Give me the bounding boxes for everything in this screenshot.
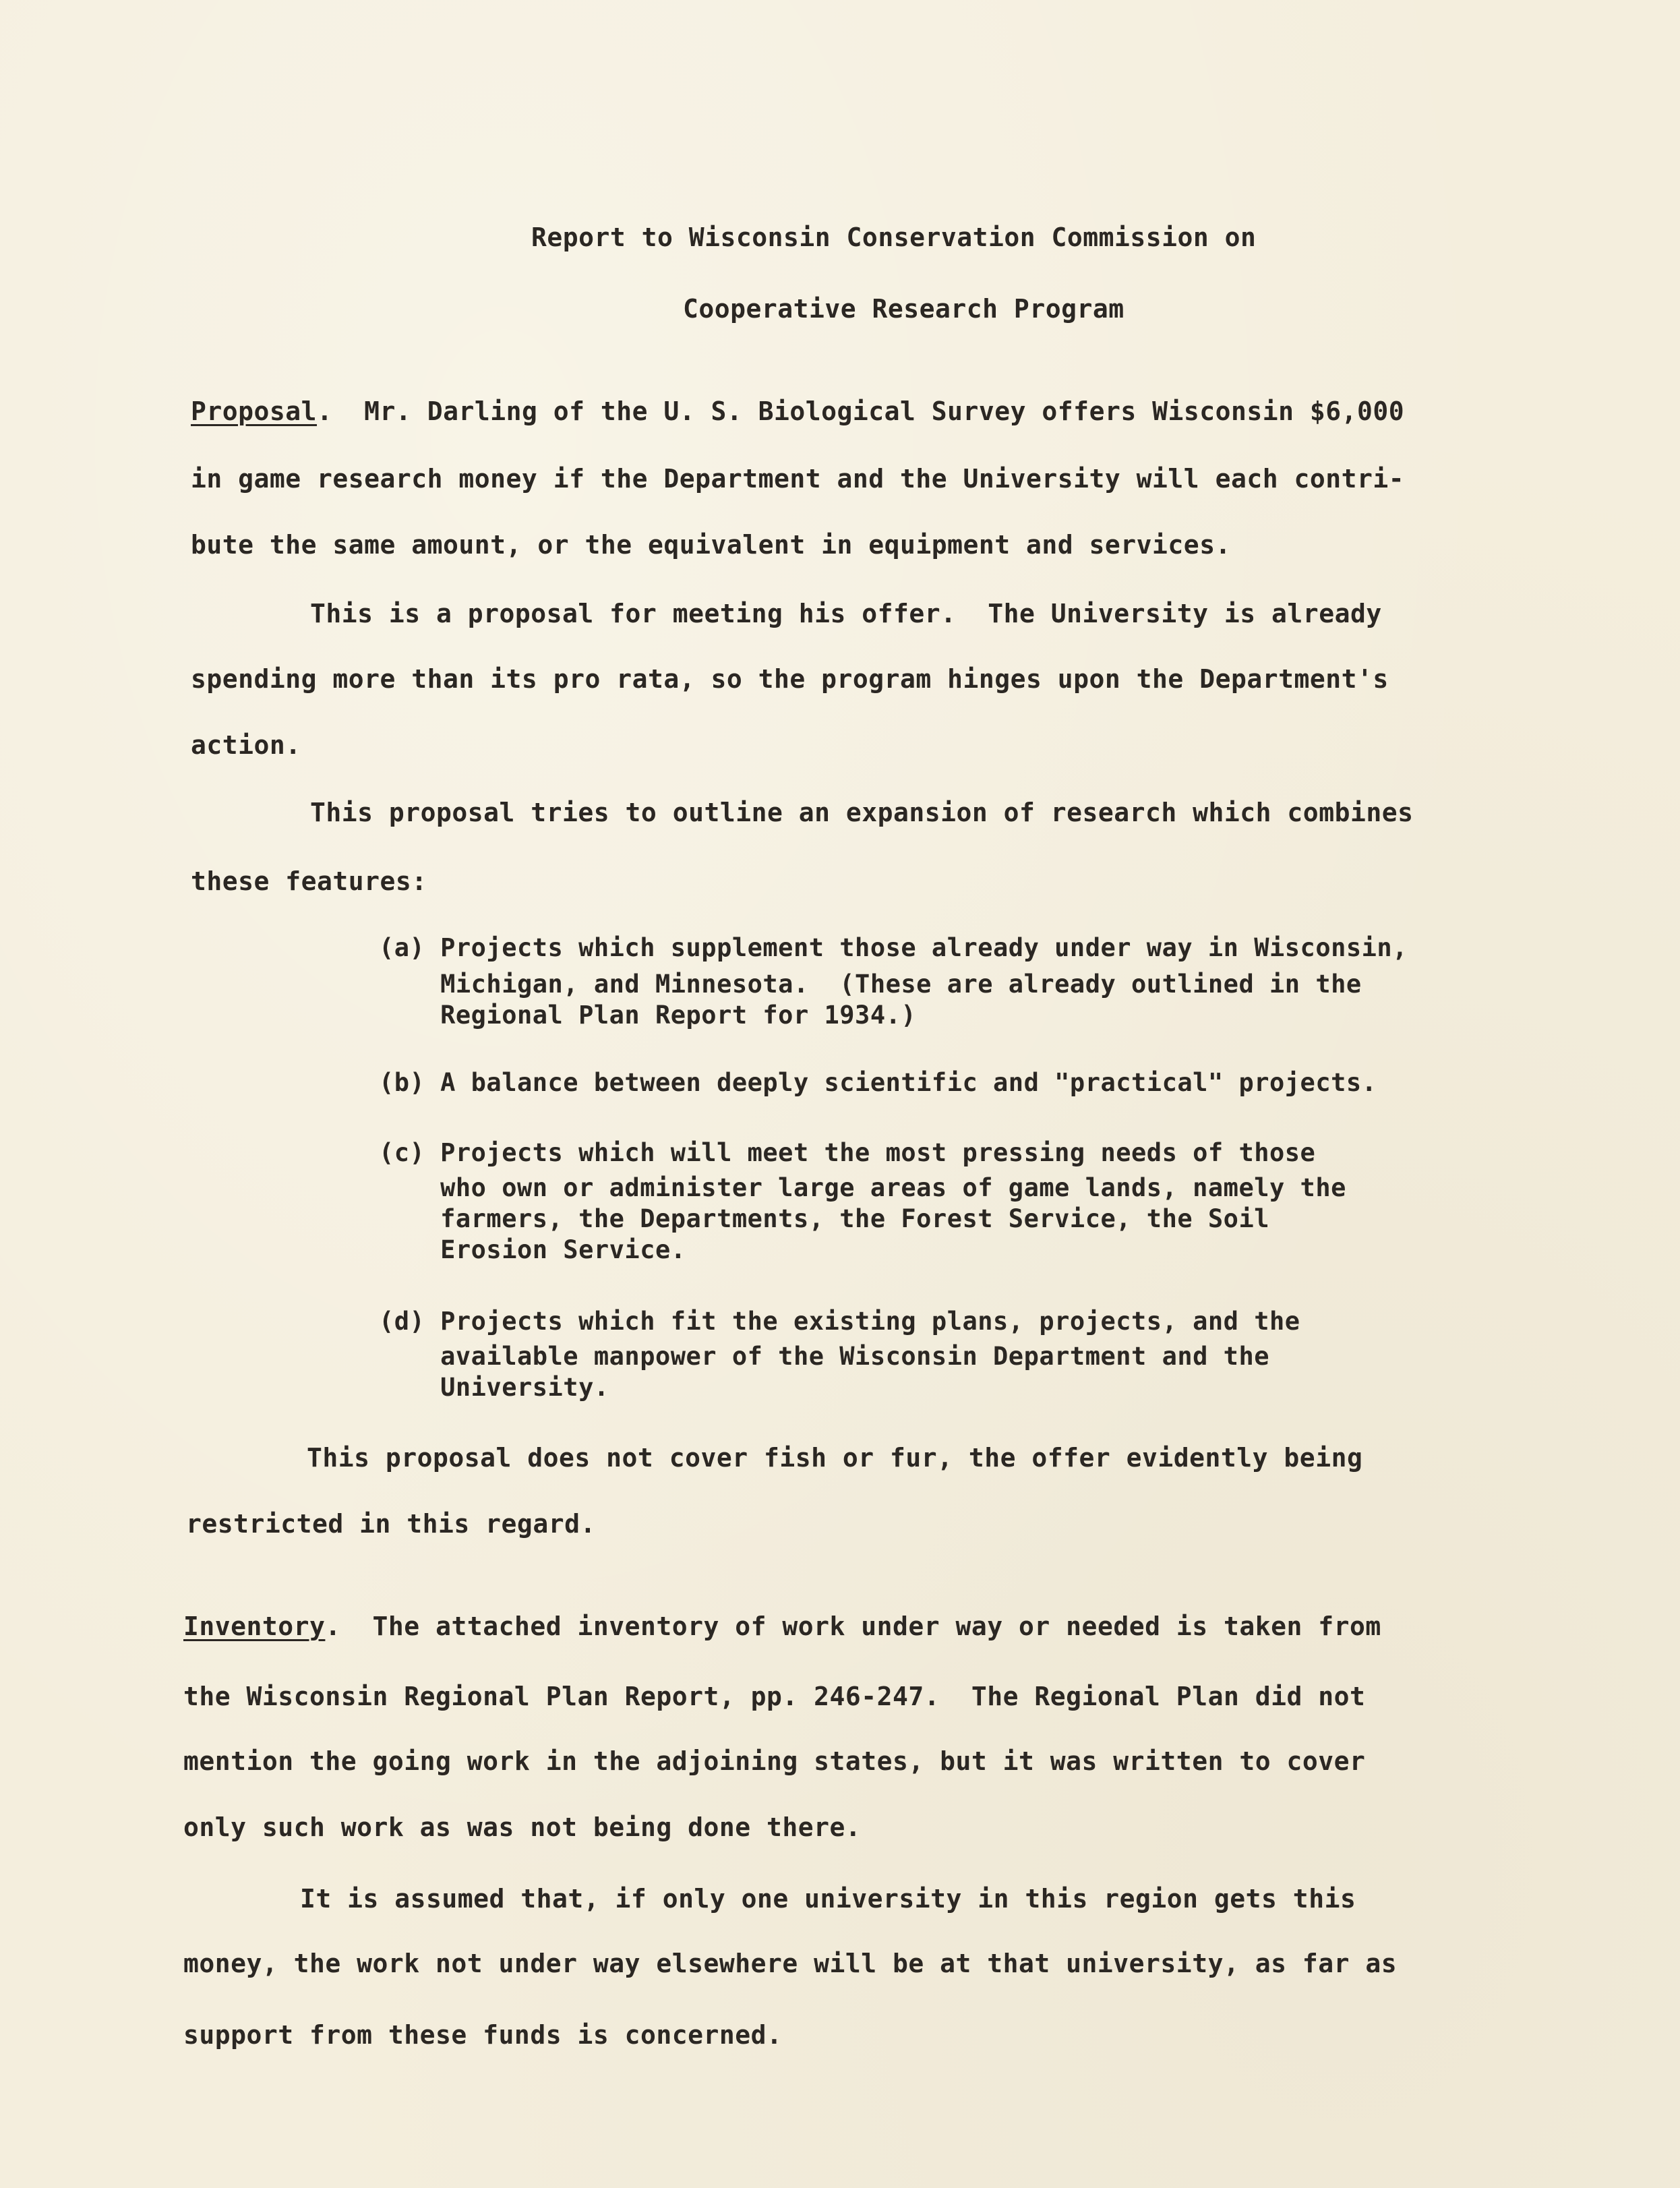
inventory-p1-line-3: mention the going work in the adjoining states, but it was written to cover [183,1746,1366,1776]
proposal-heading-punct: . [317,396,333,426]
inventory-p2-line-2: money, the work not under way elsewhere will be at that university, as far as [183,1949,1398,1978]
feature-item-c-line-3: farmers, the Departments, the Forest Service, the Soil [379,1204,1270,1233]
feature-item-c-line-2: who own or administer large areas of game lands, namely the [379,1173,1346,1202]
proposal-p4-line-2: restricted in this regard. [186,1509,596,1539]
inventory-heading: Inventory [183,1612,326,1641]
inventory-heading-punct: . [325,1612,341,1641]
proposal-p4-line-1: This proposal does not cover fish or fur, the offer evidently being [307,1443,1363,1473]
proposal-p3-line-1: This proposal tries to outline an expansion of research which combines [310,798,1414,827]
proposal-p2-line-3: action. [191,730,301,760]
document-title-line-2: Cooperative Research Program [683,294,1124,324]
inventory-p1-line-1: The attached inventory of work under way or needed is taken from [340,1612,1381,1641]
proposal-p2-line-1: This is a proposal for meeting his offer. The University is already [310,599,1382,628]
proposal-p2-line-2: spending more than its pro rata, so the program hinges upon the Department's [191,664,1389,694]
inventory-p2-line-1: It is assumed that, if only one university in this region gets this [300,1884,1356,1914]
feature-item-a-line-2: Michigan, and Minnesota. (These are already outlined in the [379,970,1362,999]
inventory-p1-line-4: only such work as was not being done there. [183,1812,862,1842]
feature-item-b-line-1: (b) A balance between deeply scientific and "practical" projects. [379,1068,1377,1097]
inventory-p2-line-3: support from these funds is concerned. [183,2020,783,2050]
inventory-paragraph-line-1 [183,1612,1381,1641]
proposal-p3-line-2: these features: [191,866,427,896]
feature-item-a-line-3: Regional Plan Report for 1934.) [379,1001,917,1030]
feature-item-a-line-1: (a) Projects which supplement those already under way in Wisconsin, [379,933,1408,962]
proposal-paragraph-line-1 [191,396,1404,426]
inventory-p1-line-2: the Wisconsin Regional Plan Report, pp. 246-247. The Regional Plan did not [183,1682,1366,1711]
feature-item-d-line-1: (d) Projects which fit the existing plans, projects, and the [379,1307,1300,1336]
proposal-heading: Proposal [191,396,318,426]
feature-item-c-line-4: Erosion Service. [379,1235,686,1264]
feature-item-d-line-3: University. [379,1373,609,1402]
proposal-p1-line-3: bute the same amount, or the equivalent in equipment and services. [191,530,1231,560]
feature-item-d-line-2: available manpower of the Wisconsin Department and the [379,1342,1270,1371]
proposal-p1-line-1: Mr. Darling of the U. S. Biological Survey offers Wisconsin $6,000 [332,396,1405,426]
proposal-p1-line-2: in game research money if the Department and the University will each contri- [191,464,1405,494]
document-title-line-1: Report to Wisconsin Conservation Commission on [531,223,1257,252]
feature-item-c-line-1: (c) Projects which will meet the most pressing needs of those [379,1138,1316,1167]
